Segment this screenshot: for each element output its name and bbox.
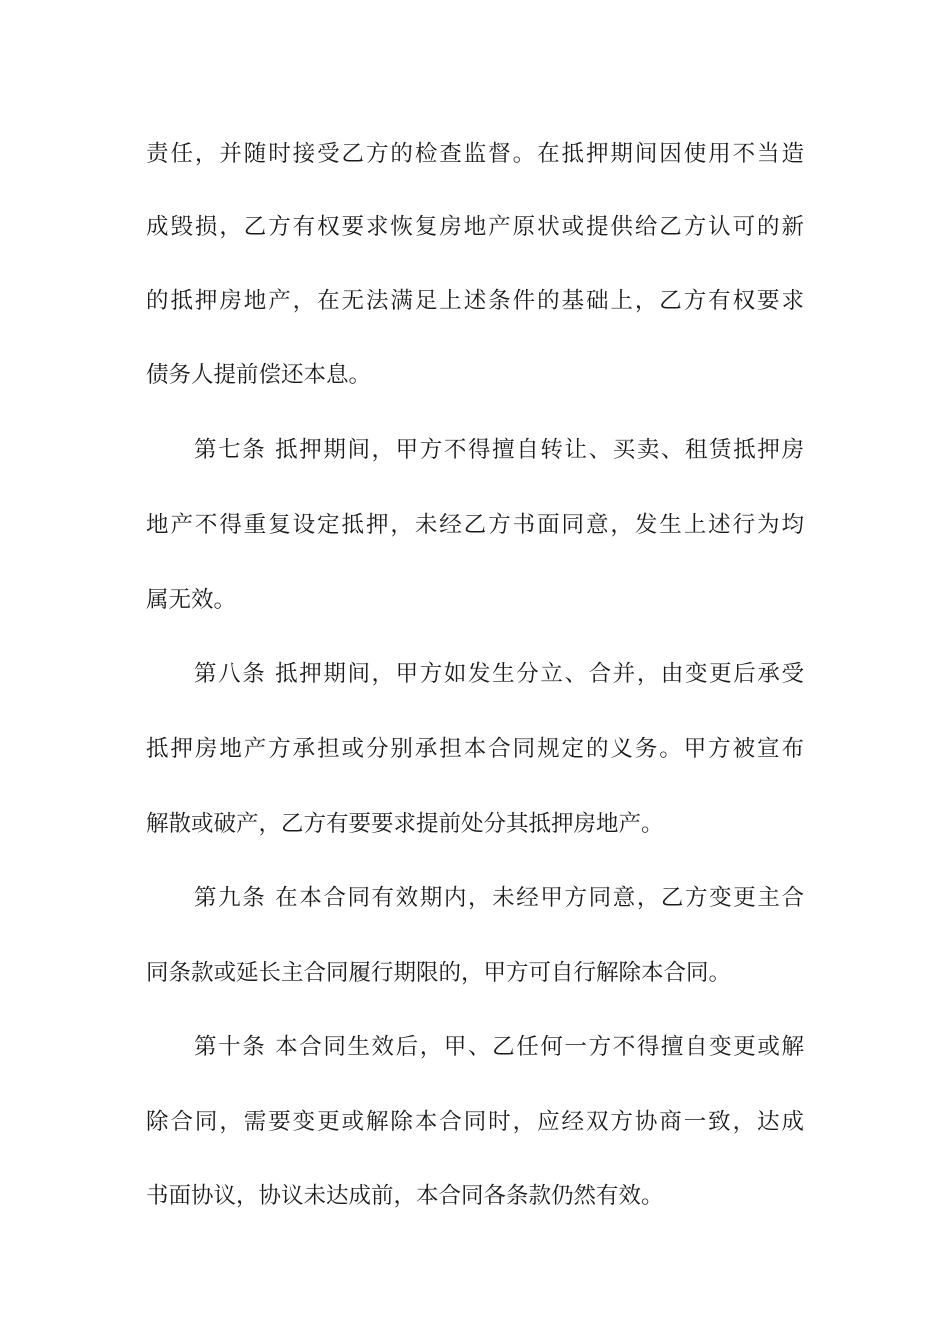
- text-line: 抵押房地产方承担或分别承担本合同规定的义务。甲方被宣布: [146, 736, 804, 762]
- text-line: 第七条 抵押期间，甲方不得擅自转让、买卖、租赁抵押房: [194, 437, 804, 463]
- text-line: 除合同，需要变更或解除本合同时，应经双方协商一致，达成: [146, 1109, 804, 1135]
- text-line: 第八条 抵押期间，甲方如发生分立、合并，由变更后承受: [194, 661, 804, 687]
- text-line: 书面协议，协议未达成前，本合同各条款仍然有效。: [146, 1183, 664, 1209]
- text-line: 解散或破产，乙方有要要求提前处分其抵押房地产。: [146, 811, 664, 837]
- text-line: 责任，并随时接受乙方的检查监督。在抵押期间因使用不当造: [146, 141, 804, 167]
- text-line: 属无效。: [146, 587, 237, 613]
- text-line: 第九条 在本合同有效期内，未经甲方同意，乙方变更主合: [194, 885, 804, 911]
- text-line: 成毁损，乙方有权要求恢复房地产原状或提供给乙方认可的新: [146, 214, 804, 240]
- text-line: 第十条 本合同生效后，甲、乙任何一方不得擅自变更或解: [194, 1034, 804, 1060]
- text-line: 同条款或延长主合同履行期限的，甲方可自行解除本合同。: [146, 960, 732, 986]
- text-line: 债务人提前偿还本息。: [146, 362, 372, 388]
- text-line: 地产不得重复设定抵押，未经乙方书面同意，发生上述行为均: [146, 512, 804, 538]
- text-line: 的抵押房地产，在无法满足上述条件的基础上，乙方有权要求: [146, 288, 804, 314]
